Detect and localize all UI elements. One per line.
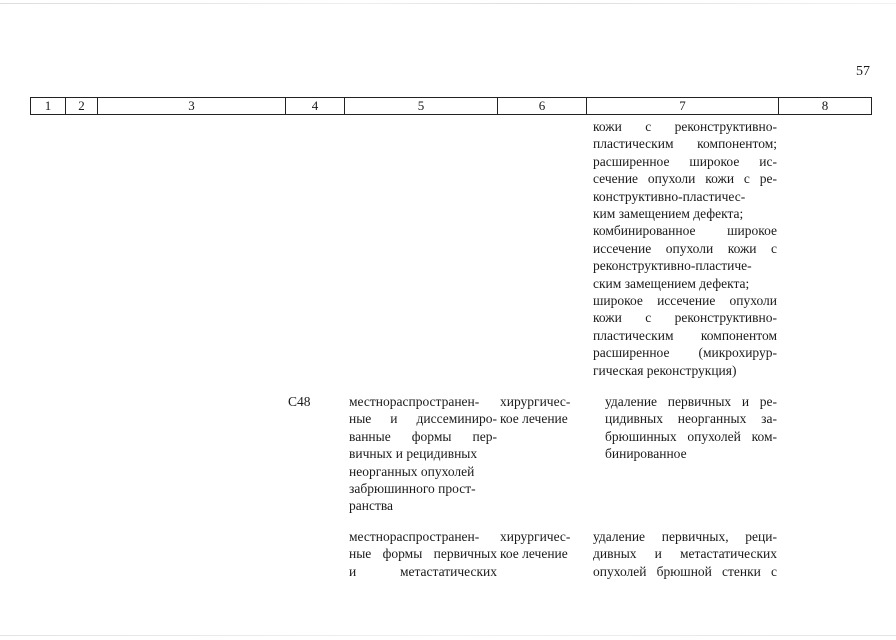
method-line: гическая реконструкция) <box>593 362 737 378</box>
column-header-4: 4 <box>286 98 345 115</box>
scan-edge-top <box>0 3 896 4</box>
column-number-header <box>30 97 872 115</box>
method-line: кожи с реконструктивно- <box>593 310 777 326</box>
method-line: опухолей брюшной стенки с <box>593 563 777 579</box>
column-header-8: 8 <box>779 98 872 115</box>
column-header-7: 7 <box>587 98 779 115</box>
model-word: метастатических <box>399 563 497 579</box>
method-line: расширенное широкое ис- <box>593 153 777 169</box>
model-line: ранства <box>349 498 394 514</box>
treatment-line: хирургичес- <box>500 394 571 409</box>
method-line: брюшинных опухолей ком- <box>605 428 777 444</box>
model-line <box>349 563 497 580</box>
method-line: удаление первичных, реци- <box>593 529 777 544</box>
method-line: расширенное (микрохирур- <box>593 345 777 361</box>
treatment-method <box>605 393 777 463</box>
page-number: 57 <box>856 64 870 79</box>
method-line: комбинированное широкое <box>593 223 777 239</box>
model-line: вичных и рецидивных <box>349 446 478 462</box>
patient-model <box>349 528 497 580</box>
method-line: ким замещением дефекта; <box>593 206 744 222</box>
method-line: реконструктивно-пластиче- <box>593 258 752 274</box>
method-line: сечение опухоли кожи с ре- <box>593 171 777 187</box>
model-word: и <box>349 563 357 579</box>
treatment-line: кое лечение <box>500 411 568 427</box>
treatment-type <box>500 393 585 428</box>
model-line: неорганных опухолей <box>349 463 475 479</box>
treatment-line: кое лечение <box>500 546 568 562</box>
treatment-type <box>500 528 585 563</box>
method-line: ским замещением дефекта; <box>593 275 750 291</box>
method-line: дивных и метастатических <box>593 546 777 562</box>
method-line: кожи с реконструктивно- <box>593 119 777 134</box>
column-header-2: 2 <box>66 98 98 115</box>
treatment-method <box>593 528 777 580</box>
method-line: удаление первичных и ре- <box>605 394 777 409</box>
column-header-3: 3 <box>98 98 286 115</box>
model-line: ные и диссеминиро- <box>349 411 497 427</box>
method-line: цидивных неорганных за- <box>605 411 777 427</box>
method-line: конструктивно-пластичес- <box>593 188 746 204</box>
method-line: широкое иссечение опухоли <box>593 293 777 309</box>
method-line: бинированное <box>605 446 687 462</box>
treatment-line: хирургичес- <box>500 529 571 544</box>
column-header-5: 5 <box>345 98 498 115</box>
model-line: местнораспространен- <box>349 394 480 409</box>
patient-model <box>349 393 497 515</box>
model-line: местнораспространен- <box>349 529 480 544</box>
method-line: иссечение опухоли кожи с <box>593 240 777 256</box>
model-line: ные формы первичных <box>349 546 497 562</box>
method-line: пластическим компонентом <box>593 327 777 343</box>
continued-methods <box>593 118 777 379</box>
method-line: пластическим компонентом; <box>593 136 777 152</box>
model-line: забрюшинного прост- <box>349 481 476 497</box>
scan-edge-bottom <box>0 635 896 636</box>
model-line: ванные формы пер- <box>349 428 497 444</box>
column-header-6: 6 <box>498 98 587 115</box>
column-header-1: 1 <box>31 98 66 115</box>
diagnosis-code: C48 <box>288 394 311 409</box>
